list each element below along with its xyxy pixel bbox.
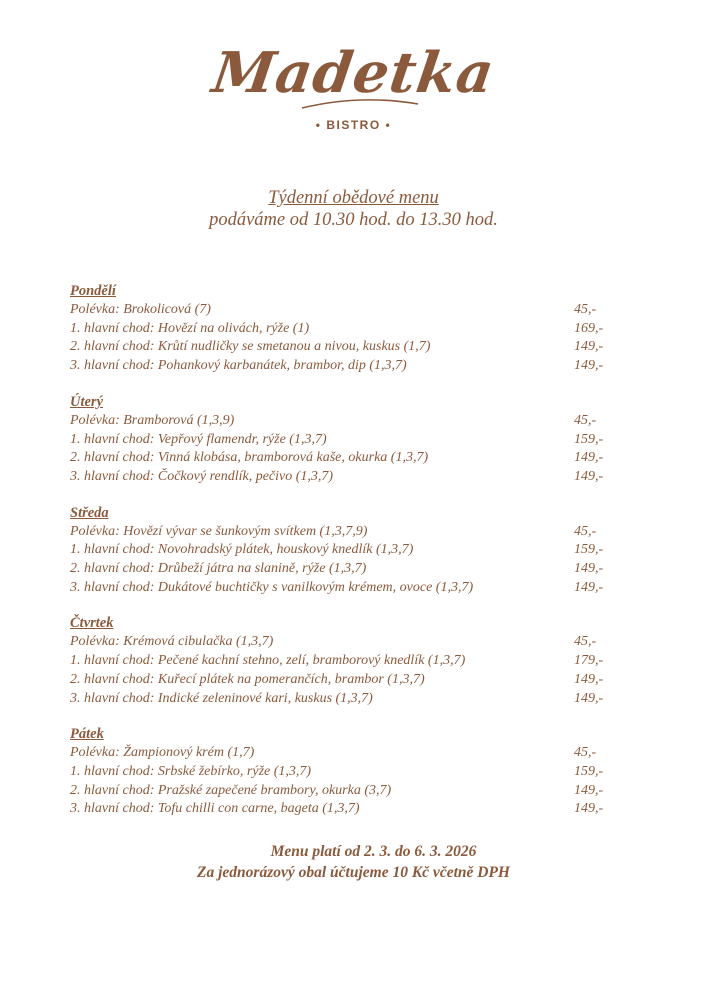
menu-item-price: 149,- [574,782,604,798]
day-section [70,393,610,487]
menu-item-text: 3. hlavní chod: Dukátové buchtičky s vanilkovým krémem, ovoce (1,3,7) [70,579,474,595]
day-section [70,504,610,598]
serving-hours: podáváme od 10.30 hod. do 13.30 hod. [209,210,498,230]
menu-item-price: 149,- [574,690,604,706]
menu-item-text: 2. hlavní chod: Pražské zapečené brambory, okurka (3,7) [70,782,392,798]
menu-item [70,560,610,579]
menu-item [70,633,610,652]
menu-item [70,357,610,376]
day-section [70,614,610,708]
menu-item-price: 159,- [574,542,604,558]
menu-item-text: Polévka: Hovězí vývar se šunkovým svítkem (1,3,7,9) [70,523,368,539]
menu-item-price: 45,- [574,302,597,317]
menu-item [70,468,610,487]
menu-item-text: 3. hlavní chod: Čočkový rendlík, pečivo (1,3,7) [70,468,334,484]
menu-item-price: 159,- [574,763,604,779]
menu-item [70,652,610,671]
menu-item-text: 3. hlavní chod: Pohankový karbanátek, brambor, dip (1,3,7) [70,358,407,374]
menu-item [70,671,610,690]
menu-item [70,800,610,819]
menu-item-price: 149,- [574,579,604,595]
day-name: Pátek [70,726,104,743]
menu-title: Týdenní obědové menu [268,188,439,208]
menu-item-text: Polévka: Žampionový krém (1,7) [70,745,255,761]
menu-item-price: 149,- [574,358,604,374]
logo-subtitle: • BISTRO • [315,118,392,132]
menu-item-text: 1. hlavní chod: Pečené kachní stehno, zelí, bramborový knedlík (1,3,7) [70,653,466,669]
menu-item-text: 1. hlavní chod: Vepřový flamendr, rýže (1,3,7) [70,431,327,447]
logo-swoosh-icon [300,96,420,110]
menu-item-price: 169,- [574,320,604,336]
menu-item-price: 149,- [574,671,604,687]
day-section [70,282,610,376]
menu-item-text: Polévka: Krémová cibulačka (1,3,7) [70,634,274,650]
menu-item-price: 159,- [574,431,604,447]
menu-item [70,523,610,542]
menu-item-text: 1. hlavní chod: Novohradský plátek, houskový knedlík (1,3,7) [70,542,414,558]
day-name: Úterý [70,393,104,410]
menu-item-price: 45,- [574,523,597,539]
menu-item-price: 179,- [574,653,604,669]
menu-days [70,282,610,836]
menu-item [70,320,610,339]
menu-item [70,412,610,431]
menu-item-text: 3. hlavní chod: Indické zeleninové kari, kuskus (1,3,7) [70,690,373,706]
menu-validity: Menu platí od 2. 3. do 6. 3. 2026 [270,843,477,860]
menu-item-price: 45,- [574,745,597,761]
menu-item [70,579,610,598]
menu-item-text: 2. hlavní chod: Drůbeží játra na slanině, rýže (1,3,7) [70,561,367,577]
menu-item-price: 149,- [574,450,604,466]
day-section [70,725,610,819]
menu-item-price: 149,- [574,468,604,484]
menu-item [70,763,610,782]
day-name: Čtvrtek [70,615,114,632]
day-name: Pondělí [70,283,116,299]
menu-item [70,782,610,801]
packaging-note: Za jednorázový obal účtujeme 10 Kč včetně DPH [197,864,510,881]
menu-item-text: Polévka: Brokolicová (7) [70,302,211,317]
menu-item [70,744,610,763]
menu-item-text: 2. hlavní chod: Krůtí nudličky se smetanou a nivou, kuskus (1,7) [70,339,431,355]
menu-item-text: 1. hlavní chod: Hovězí na olivách, rýže (1) [70,320,310,336]
day-name: Středa [70,504,109,521]
menu-item-text: 2. hlavní chod: Vinná klobása, bramborová kaše, okurka (1,3,7) [70,450,429,466]
menu-item [70,541,610,560]
menu-item-price: 149,- [574,801,604,817]
menu-item [70,690,610,709]
menu-item [70,301,610,320]
menu-item-price: 149,- [574,561,604,577]
menu-item-text: 2. hlavní chod: Kuřecí plátek na pomerančích, brambor (1,3,7) [70,671,425,687]
menu-item-text: Polévka: Bramborová (1,3,9) [70,412,235,428]
menu-item [70,338,610,357]
menu-item [70,449,610,468]
logo-wordmark: Madetka [208,40,499,106]
menu-item-text: 1. hlavní chod: Srbské žebírko, rýže (1,3,7) [70,763,312,779]
menu-item [70,431,610,450]
logo [0,38,707,138]
menu-item-price: 45,- [574,412,597,428]
menu-item-price: 45,- [574,634,597,650]
menu-item-price: 149,- [574,339,604,355]
menu-item-text: 3. hlavní chod: Tofu chilli con carne, bageta (1,3,7) [70,801,360,817]
